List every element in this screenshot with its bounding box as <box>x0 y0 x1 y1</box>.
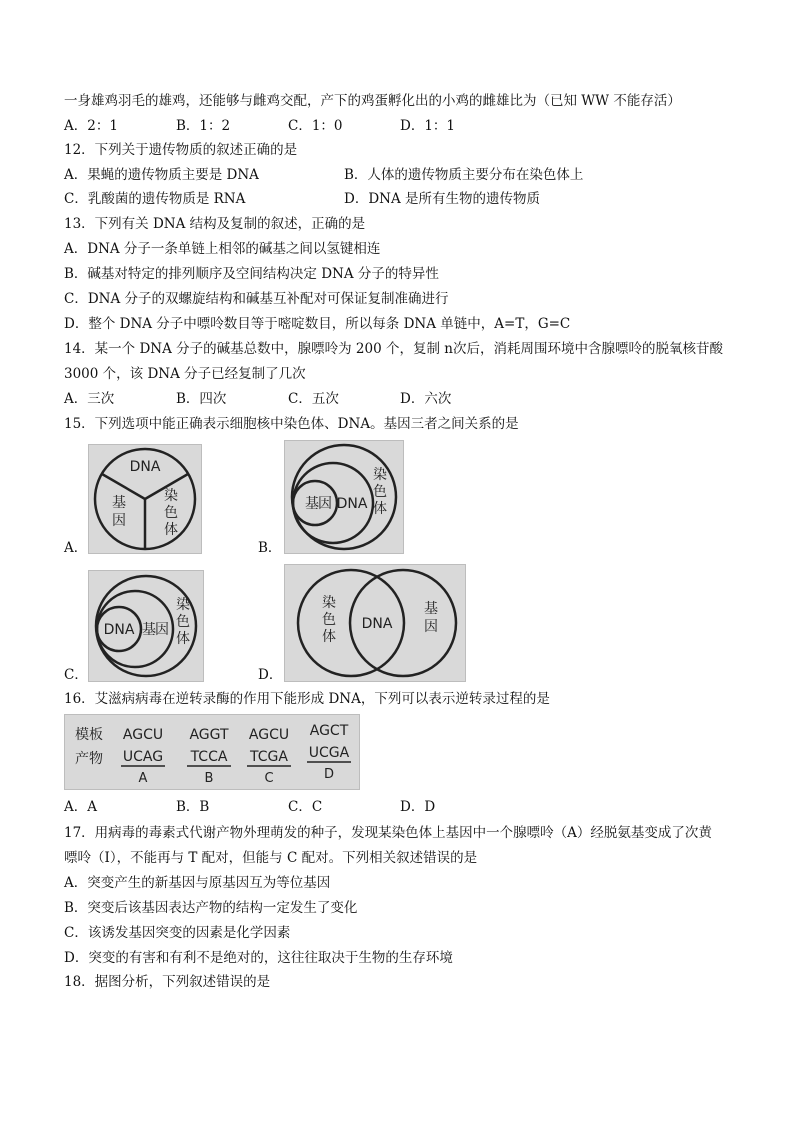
q16-col-d-template: AGCT <box>309 723 349 739</box>
fig-c-chr-char3: 体 <box>176 631 190 647</box>
q15-label-c: C． <box>64 667 88 683</box>
q14-option-b: B．四次 <box>176 391 227 407</box>
fig-c-chr-char1: 染 <box>176 597 190 613</box>
q16-col-a-letter: A <box>138 771 148 786</box>
q12-stem: 12．下列关于遗传物质的叙述正确的是 <box>64 142 298 158</box>
q17-option-d: D．突变的有害和有利不是绝对的，这往往取决于生物的生存环境 <box>64 950 453 966</box>
q16-row-label-product: 产物 <box>75 751 103 767</box>
q16-option-d: D．D <box>400 799 436 815</box>
q12-option-c: C．乳酸菌的遗传物质是 RNA <box>64 191 246 207</box>
fig-d-chr-char1: 染 <box>322 595 336 611</box>
q16-option-a: A．A <box>64 799 97 815</box>
q13-option-c: C．DNA 分子的双螺旋结构和碱基互补配对可保证复制准确进行 <box>64 291 449 307</box>
q13-option-a: A．DNA 分子一条单链上相邻的碱基之间以氢键相连 <box>64 241 381 257</box>
fig-a-gene-char2: 因 <box>112 513 126 529</box>
q15-label-b: B． <box>258 540 282 556</box>
q15-stem: 15．下列选项中能正确表示细胞核中染色体、DNA。基因三者之间关系的是 <box>64 416 519 432</box>
fig-a-chr-char3: 体 <box>164 522 178 538</box>
fig-d-dna-label: DNA <box>361 616 393 632</box>
fig-d-gene-char1: 基 <box>424 601 438 617</box>
q11-option-c: C．1：0 <box>288 118 343 134</box>
q16-option-b: B．B <box>176 799 210 815</box>
q14-option-c: C．五次 <box>288 391 339 407</box>
fig-b-chr-char1: 染 <box>373 467 387 483</box>
q11-stem-tail: 一身雄鸡羽毛的雄鸡，还能够与雌鸡交配，产下的鸡蛋孵化出的小鸡的雌雄比为（已知 WW 不能存活） <box>64 93 681 109</box>
q11-option-d: D．1：1 <box>400 118 456 134</box>
q16-col-c-letter: C <box>264 771 274 786</box>
q17-option-b: B．突变后该基因表达产物的结构一定发生了变化 <box>64 900 358 916</box>
q16-col-b-letter: B <box>204 771 214 786</box>
fig-a-gene-char1: 基 <box>112 495 126 511</box>
q14-stem-line2: 3000 个，该 DNA 分子已经复制了几次 <box>64 366 306 382</box>
q13-option-d: D．整个 DNA 分子中嘌呤数目等于嘧啶数目，所以每条 DNA 单链中，A=T，G=C <box>64 316 571 332</box>
fig-c-gene-char2: 因 <box>155 622 169 638</box>
q13-stem: 13．下列有关 DNA 结构及复制的叙述，正确的是 <box>64 216 366 232</box>
q17-stem-line2: 嘌呤（I），不能再与 T 配对，但能与 C 配对。下列相关叙述错误的是 <box>64 850 478 866</box>
q16-base-table-figure <box>64 714 360 790</box>
fig-d-chr-char2: 色 <box>322 612 336 628</box>
q14-option-a: A．三次 <box>64 391 115 407</box>
q15-figure-b <box>284 440 404 554</box>
q16-option-c: C．C <box>288 799 323 815</box>
q11-option-b: B．1：2 <box>176 118 231 134</box>
q17-option-c: C．该诱发基因突变的因素是化学因素 <box>64 925 291 941</box>
q12-option-b: B．人体的遗传物质主要分布在染色体上 <box>344 167 584 183</box>
q14-option-d: D．六次 <box>400 391 452 407</box>
q16-col-a-product: UCAG <box>122 749 164 765</box>
q18-stem: 18．据图分析，下列叙述错误的是 <box>64 974 271 990</box>
fig-b-gene-char1: 基 <box>305 496 319 512</box>
fig-c-gene-char1: 基 <box>142 622 156 638</box>
q14-stem-line1: 14．某一个 DNA 分子的碱基总数中，腺嘌呤为 200 个，复制 n次后，消耗周围环境中含腺嘌呤的脱氧核苷酸 <box>64 341 723 357</box>
fig-b-dna-label: DNA <box>336 496 368 512</box>
q16-row-label-template: 模板 <box>75 727 103 743</box>
fig-a-dna-label: DNA <box>129 459 161 475</box>
fig-b-chr-char2: 色 <box>373 484 387 500</box>
fig-a-chr-char2: 色 <box>164 505 178 521</box>
q13-option-b: B．碱基对特定的排列顺序及空间结构决定 DNA 分子的特异性 <box>64 266 439 282</box>
q16-col-b-template: AGGT <box>189 727 229 743</box>
fig-b-chr-char3: 体 <box>373 501 387 517</box>
q15-figure-a <box>88 444 202 554</box>
q12-option-a: A．果蝇的遗传物质主要是 DNA <box>64 167 259 183</box>
q16-col-b-product: TCCA <box>190 749 228 765</box>
q16-col-d-letter: D <box>323 767 335 782</box>
q15-label-a: A． <box>64 540 88 556</box>
q16-col-c-template: AGCU <box>248 727 290 743</box>
q11-option-a: A．2：1 <box>64 118 118 134</box>
q16-col-d-product: UCGA <box>308 745 350 761</box>
fig-a-chr-char1: 染 <box>164 488 178 504</box>
q16-col-a-template: AGCU <box>122 727 164 743</box>
fig-c-dna-label: DNA <box>103 622 135 638</box>
q12-option-d: D．DNA 是所有生物的遗传物质 <box>344 191 541 207</box>
q16-col-c-product: TCGA <box>250 749 288 765</box>
fig-d-gene-char2: 因 <box>424 619 438 635</box>
fig-b-gene-char2: 因 <box>318 496 332 512</box>
q17-stem-line1: 17．用病毒的毒素式代谢产物外理萌发的种子，发现某染色体上基因中一个腺嘌呤（A）经脱氨基变成了次黄 <box>64 825 712 841</box>
fig-c-chr-char2: 色 <box>176 614 190 630</box>
q15-label-d: D． <box>258 667 283 683</box>
q15-figure-d <box>284 564 466 682</box>
fig-d-chr-char3: 体 <box>322 629 336 645</box>
q17-option-a: A．突变产生的新基因与原基因互为等位基因 <box>64 875 331 891</box>
q15-figure-c <box>88 570 204 682</box>
q16-stem: 16．艾滋病病毒在逆转录酶的作用下能形成 DNA，下列可以表示逆转录过程的是 <box>64 691 550 707</box>
